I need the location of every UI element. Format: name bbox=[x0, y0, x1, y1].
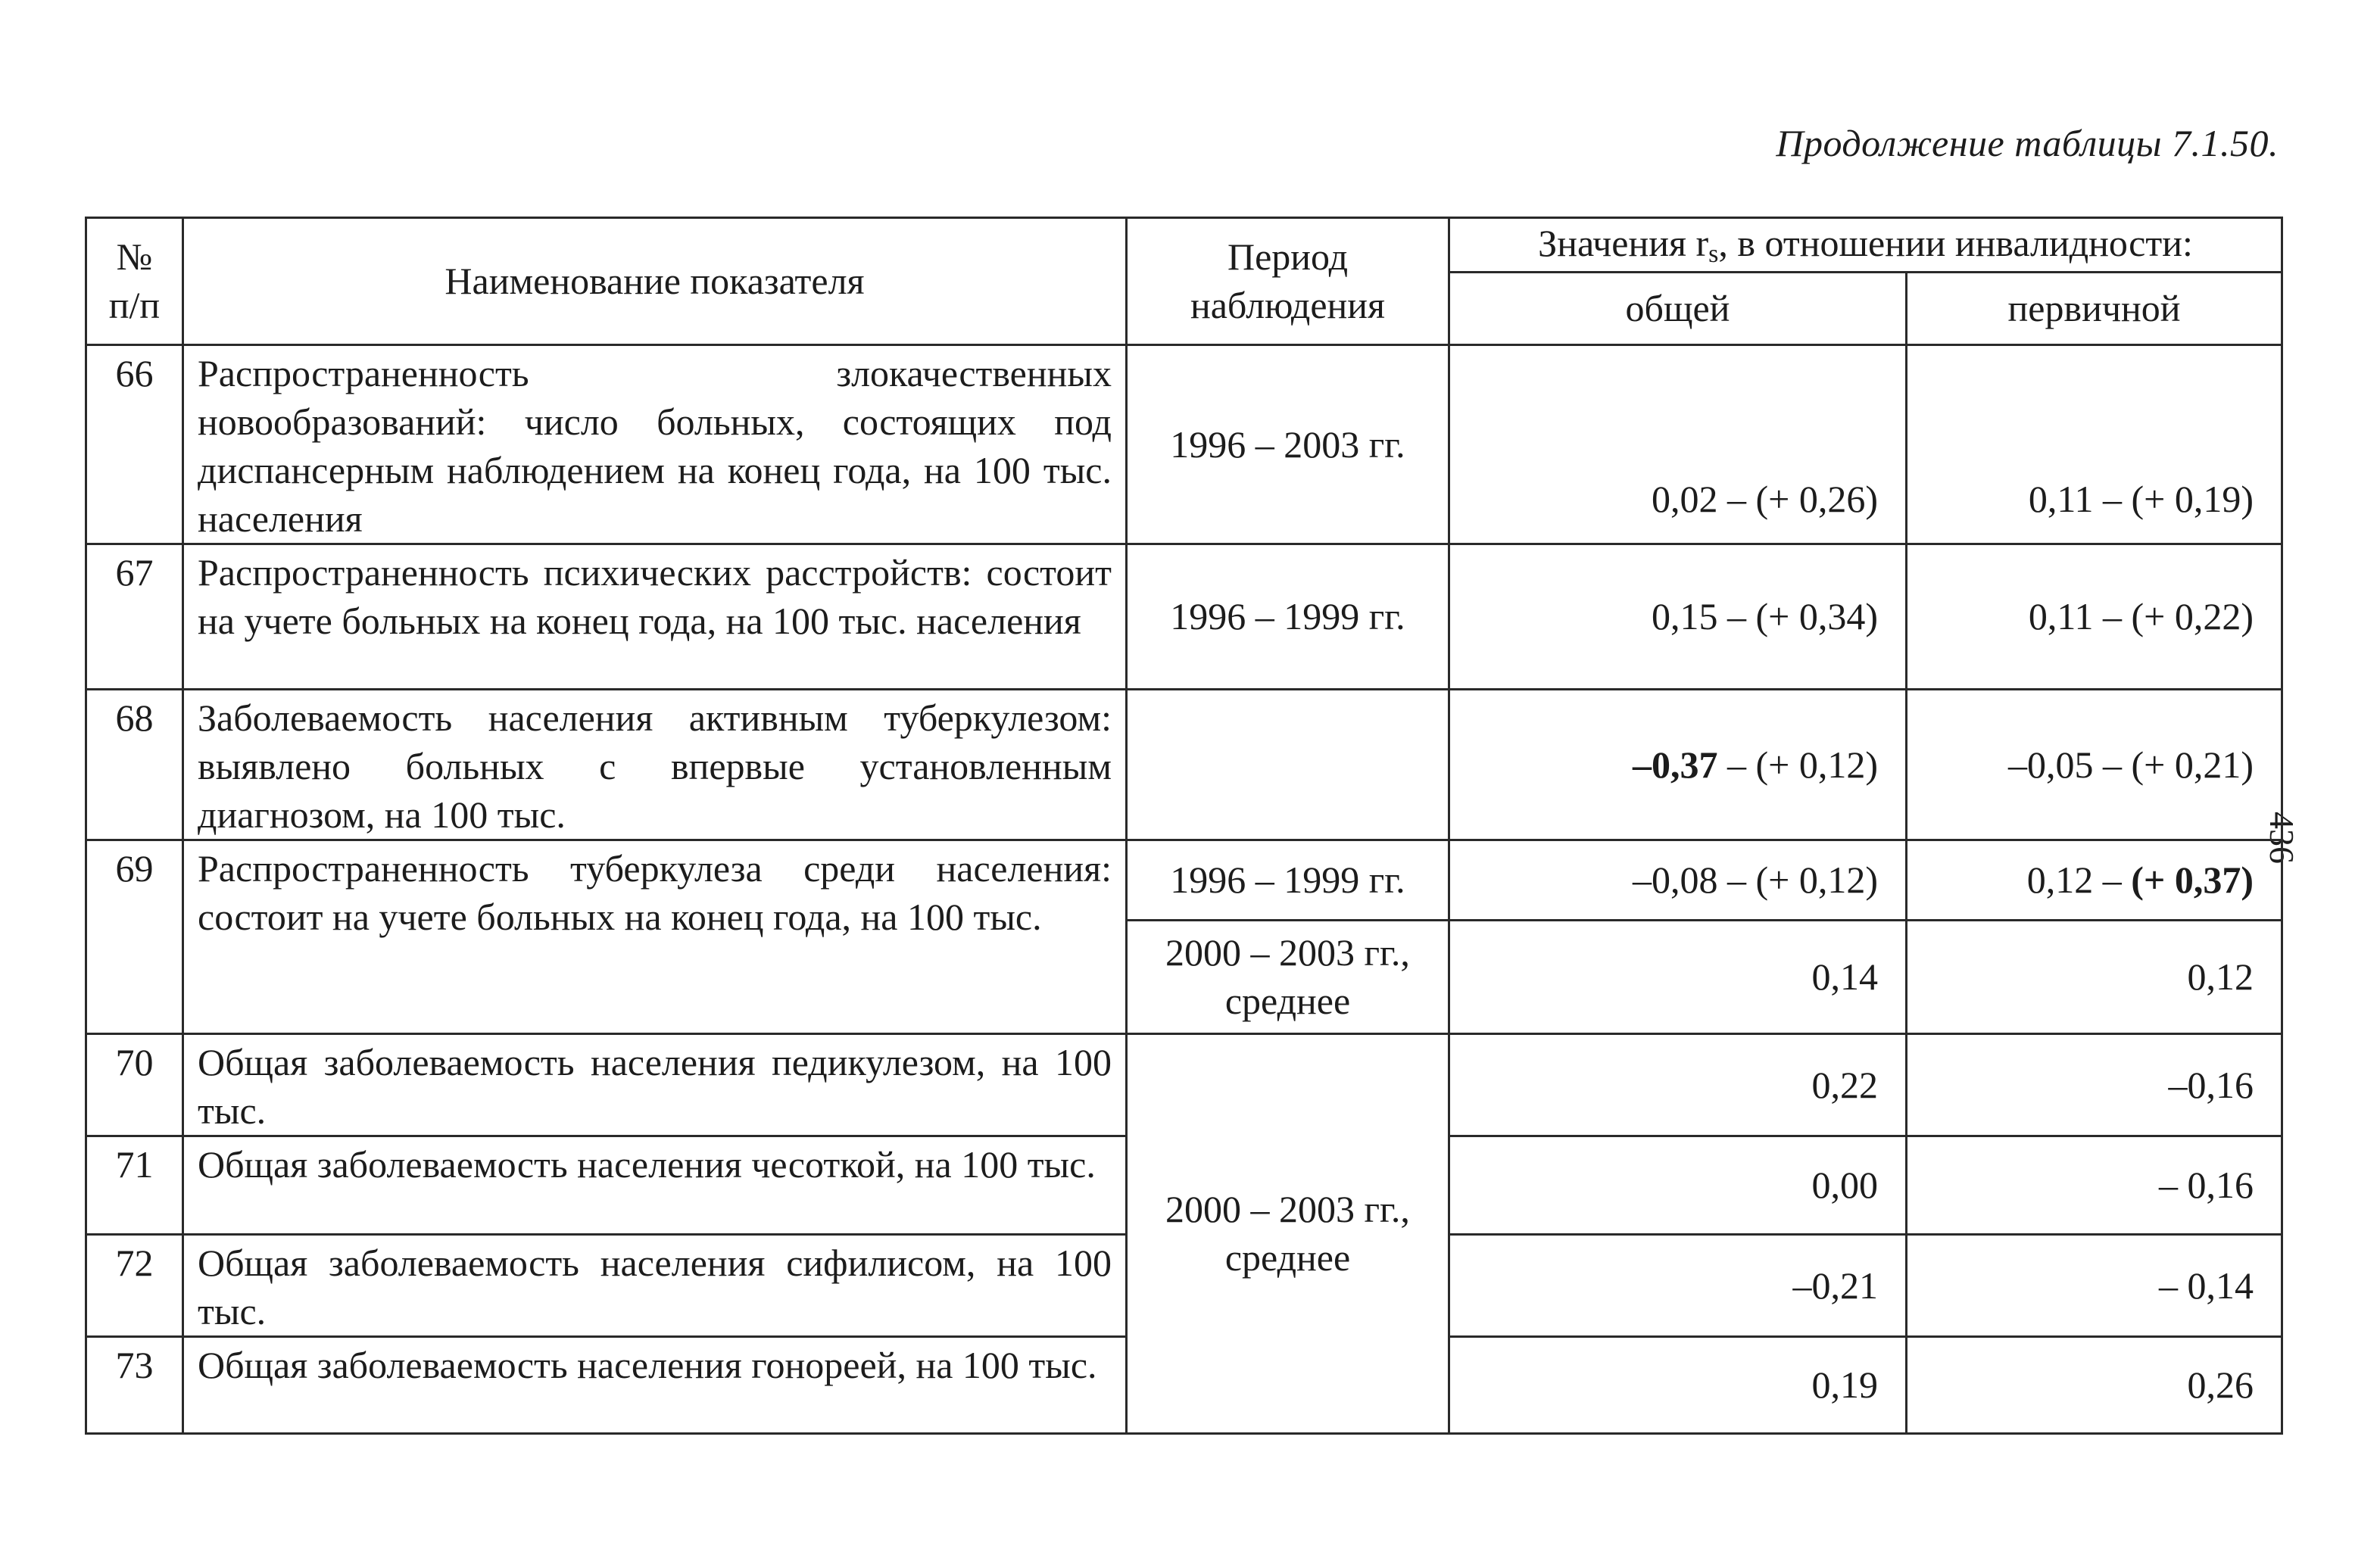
period-cell: 2000 – 2003 гг., среднее bbox=[1127, 920, 1449, 1033]
value-general bbox=[1449, 689, 1907, 840]
value-primary: 0,26 bbox=[1907, 1336, 2282, 1433]
value-general: 0,02 – (+ 0,26) bbox=[1449, 344, 1907, 544]
value-general: –0,08 – (+ 0,12) bbox=[1449, 840, 1907, 920]
table-row bbox=[86, 344, 2282, 544]
indicator-name: Заболеваемость населения активным туберкулезом: выявлено больных с впервые установленным диагнозом, на 100 тыс. bbox=[183, 689, 1127, 840]
value-general-rest: – (+ 0,12) bbox=[1717, 743, 1878, 786]
header-general: общей bbox=[1449, 272, 1907, 344]
period-cell: 1996 – 1999 гг. bbox=[1127, 544, 1449, 689]
table-row bbox=[86, 689, 2282, 840]
value-primary-bold: (+ 0,37) bbox=[2131, 859, 2254, 902]
table-row bbox=[86, 544, 2282, 689]
value-primary: 0,11 – (+ 0,22) bbox=[1907, 544, 2282, 689]
row-number: 67 bbox=[86, 544, 183, 689]
indicator-name: Распространенность злокачественных новообразований: число больных, состоящих под диспансерным наблюдением на конец года, на 100 тыс. населения bbox=[183, 344, 1127, 544]
value-general: 0,14 bbox=[1449, 920, 1907, 1033]
value-general-bold: –0,37 bbox=[1633, 743, 1718, 786]
row-number: 72 bbox=[86, 1234, 183, 1336]
value-primary-pre: 0,12 – bbox=[2026, 859, 2132, 902]
value-general: 0,19 bbox=[1449, 1336, 1907, 1433]
row-number: 71 bbox=[86, 1136, 183, 1234]
value-primary: – 0,16 bbox=[1907, 1136, 2282, 1234]
period-cell bbox=[1127, 689, 1449, 840]
table-row bbox=[86, 840, 2282, 920]
header-values-sub: s bbox=[1708, 240, 1719, 268]
row-number: 73 bbox=[86, 1336, 183, 1433]
header-name: Наименование показателя bbox=[183, 218, 1127, 345]
value-primary: –0,05 – (+ 0,21) bbox=[1907, 689, 2282, 840]
header-values-suffix: , в отношении инвалидности: bbox=[1718, 222, 2193, 264]
header-values-prefix: Значения r bbox=[1538, 222, 1709, 264]
value-primary: – 0,14 bbox=[1907, 1234, 2282, 1336]
table-caption: Продолжение таблицы 7.1.50. bbox=[1776, 122, 2279, 164]
table-row bbox=[86, 1033, 2282, 1136]
value-primary bbox=[1907, 840, 2282, 920]
indicator-name: Общая заболеваемость населения педикулезом, на 100 тыс. bbox=[183, 1033, 1127, 1136]
header-values-group bbox=[1449, 218, 2282, 273]
indicator-name: Распространенность психических расстройств: состоит на учете больных на конец года, на 100 тыс. населения bbox=[183, 544, 1127, 689]
data-table bbox=[85, 217, 2283, 1435]
value-general: 0,22 bbox=[1449, 1033, 1907, 1136]
indicator-name: Общая заболеваемость населения гонореей, на 100 тыс. bbox=[183, 1336, 1127, 1433]
indicator-name: Распространенность туберкулеза среди населения: состоит на учете больных на конец года, на 100 тыс. bbox=[183, 840, 1127, 1033]
header-period: Период наблюдения bbox=[1127, 218, 1449, 345]
row-number: 70 bbox=[86, 1033, 183, 1136]
header-primary: первичной bbox=[1907, 272, 2282, 344]
value-primary: –0,16 bbox=[1907, 1033, 2282, 1136]
indicator-name: Общая заболеваемость населения сифилисом, на 100 тыс. bbox=[183, 1234, 1127, 1336]
header-row-top bbox=[86, 218, 2282, 273]
row-number: 66 bbox=[86, 344, 183, 544]
value-general: 0,15 – (+ 0,34) bbox=[1449, 544, 1907, 689]
header-num: № п/п bbox=[86, 218, 183, 345]
value-primary: 0,12 bbox=[1907, 920, 2282, 1033]
value-general: 0,00 bbox=[1449, 1136, 1907, 1234]
period-cell: 1996 – 2003 гг. bbox=[1127, 344, 1449, 544]
page-number: 436 bbox=[2263, 812, 2301, 864]
value-general: –0,21 bbox=[1449, 1234, 1907, 1336]
value-primary: 0,11 – (+ 0,19) bbox=[1907, 344, 2282, 544]
period-cell-shared: 2000 – 2003 гг., среднее bbox=[1127, 1033, 1449, 1433]
row-number: 69 bbox=[86, 840, 183, 1033]
row-number: 68 bbox=[86, 689, 183, 840]
indicator-name: Общая заболеваемость населения чесоткой, на 100 тыс. bbox=[183, 1136, 1127, 1234]
period-cell: 1996 – 1999 гг. bbox=[1127, 840, 1449, 920]
